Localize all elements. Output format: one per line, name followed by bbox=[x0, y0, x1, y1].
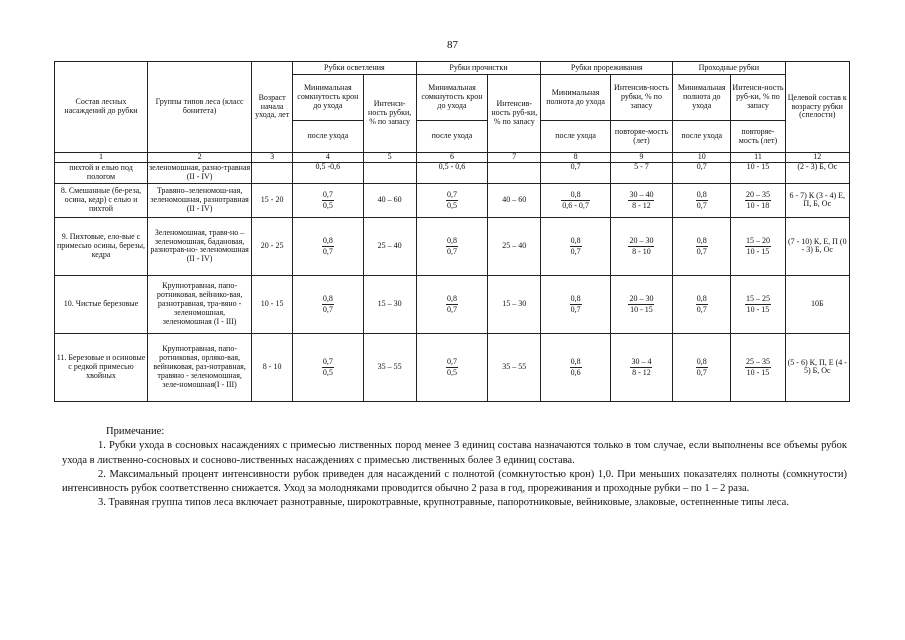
col-number: 2 bbox=[147, 153, 251, 163]
cell-target: (2 - 3) Б, Ос bbox=[785, 162, 849, 183]
cell-thin-int bbox=[610, 183, 672, 217]
cell-types: зеленомошная, разно-травная (II - IV) bbox=[147, 162, 251, 183]
cell-clean-int: 40 – 60 bbox=[488, 183, 541, 217]
cell-thin-int bbox=[610, 217, 672, 275]
table-row bbox=[55, 275, 850, 333]
cell-clean-min bbox=[416, 217, 488, 275]
col-number: 3 bbox=[252, 153, 293, 163]
header-after-care: после ухода bbox=[293, 121, 364, 153]
header-intensity-thin: Интенсив-ность рубки, % по запасу bbox=[610, 75, 672, 121]
header-forest-types: Группы типов леса (класс бонитета) bbox=[147, 62, 251, 153]
fraction: $\frac{25 - 35}{10 - 15}$ bbox=[745, 357, 770, 377]
header-thinning: Рубки прореживания bbox=[541, 62, 673, 75]
cell-age bbox=[252, 162, 293, 183]
cell-target: (5 - 6) К, П, Е (4 - 5) Б, Ос bbox=[785, 333, 849, 401]
cell-clear-min bbox=[293, 183, 364, 217]
col-number: 11 bbox=[731, 153, 785, 163]
fraction: $\frac{0,8}{0,7}$ bbox=[322, 294, 333, 314]
header-min-fullness: Минимальная полнота до ухода bbox=[541, 75, 610, 121]
cell-types: Травяно–зеленомош-ная, зеленомошная, разнотравная (II - IV) bbox=[147, 183, 251, 217]
header-after-care-3: после ухода bbox=[541, 121, 610, 153]
fraction: $\frac{0,8}{0,7}$ bbox=[696, 357, 707, 377]
cell-age: 20 - 25 bbox=[252, 217, 293, 275]
fraction: $\frac{0,7}{0,5}$ bbox=[446, 190, 457, 210]
header-min-density-crown-2: Минимальная сомкнутость крон до ухода bbox=[416, 75, 488, 121]
cell-age: 8 - 10 bbox=[252, 333, 293, 401]
fraction: $\frac{0,8}{0,7}$ bbox=[570, 294, 581, 314]
cell-pass-int: 10 - 15 bbox=[731, 162, 785, 183]
header-repeat: повторяе-мость (лет) bbox=[610, 121, 672, 153]
cell-thin-min bbox=[541, 275, 610, 333]
header-intensity-clean: Интенсив-ность руб-ки, % по запасу bbox=[488, 75, 541, 153]
cell-clear-min bbox=[293, 217, 364, 275]
cell-clean-int: 35 – 55 bbox=[488, 333, 541, 401]
cell-clear-int: 15 – 30 bbox=[363, 275, 416, 333]
cell-pass-min bbox=[673, 217, 731, 275]
cell-pass-min bbox=[673, 275, 731, 333]
cell-pass-int bbox=[731, 183, 785, 217]
fraction: $\frac{0,8}{0,7}$ bbox=[446, 236, 457, 256]
col-number: 1 bbox=[55, 153, 148, 163]
fraction: $\frac{0,8}{0,7}$ bbox=[322, 236, 333, 256]
fraction: $\frac{15 - 25}{10 - 15}$ bbox=[745, 294, 770, 314]
notes-section bbox=[62, 425, 847, 511]
cell-clear-int: 25 – 40 bbox=[363, 217, 416, 275]
fraction: $\frac{30 - 4}{8 - 12}$ bbox=[631, 357, 652, 377]
fraction: $\frac{30 - 40}{8 - 12}$ bbox=[629, 190, 654, 210]
cell-target: 10Б bbox=[785, 275, 849, 333]
cell-clear-min bbox=[293, 333, 364, 401]
cell-pass-int bbox=[731, 275, 785, 333]
header-repeat-2: повторяе-мость (лет) bbox=[731, 121, 785, 153]
cell-clean-min bbox=[416, 183, 488, 217]
header-intensity-pass: Интенси-ность руб-ки, % по запасу bbox=[731, 75, 785, 121]
cell-clear-min bbox=[293, 275, 364, 333]
forest-care-table bbox=[54, 61, 850, 402]
cell-target: 6 - 7) К (3 - 4) Е, П, Б, Ос bbox=[785, 183, 849, 217]
cell-pass-min bbox=[673, 183, 731, 217]
cell-clean-int: 25 – 40 bbox=[488, 217, 541, 275]
header-min-fullness-2: Минимальная полнота до ухода bbox=[673, 75, 731, 121]
fraction: $\frac{0,7}{0,5}$ bbox=[322, 357, 333, 377]
table-row bbox=[55, 217, 850, 275]
fraction: $\frac{0,8}{0,7}$ bbox=[696, 294, 707, 314]
cell-composition: пихтой и елью под пологом bbox=[55, 162, 148, 183]
cell-thin-min bbox=[541, 217, 610, 275]
note-1: 1. Рубки ухода в сосновых насаждениях с примесью лиственных пород менее 3 единиц состава назначаются только в том случае, если выполнены все объемы рубок ухода в лиственно-сосновых и сосново-лиственных насаждениях с примесью лиственных более 3 единиц состава. bbox=[62, 440, 847, 466]
header-intensity-clear: Интенси-ность рубки, % по запасу bbox=[363, 75, 416, 153]
cell-clean-int: 15 – 30 bbox=[488, 275, 541, 333]
col-number: 12 bbox=[785, 153, 849, 163]
table-row bbox=[55, 333, 850, 401]
column-number-row bbox=[55, 153, 850, 163]
cell-pass-int bbox=[731, 217, 785, 275]
col-number: 8 bbox=[541, 153, 610, 163]
note-3: 3. Травяная группа типов леса включает разнотравные, широкотравные, крупнотравные, папоротниковые, вейниковые, злаковые, остепненные типы леса. bbox=[98, 497, 789, 509]
cell-target: (7 - 10) К, Е, П (0 - 3) Б, Ос bbox=[785, 217, 849, 275]
cell-types: Крупнотравная, папо-ротниковая, орляко-вая, вейниковая, раз-нотравная, травяно - зеленомошная, зеле-номошная(I - III) bbox=[147, 333, 251, 401]
cell-clear-min: 0,5 -0,6 bbox=[293, 162, 364, 183]
cell-pass-int bbox=[731, 333, 785, 401]
cell-thin-min bbox=[541, 333, 610, 401]
cell-pass-min: 0,7 bbox=[673, 162, 731, 183]
header-target: Целевой состав к возрасту рубки (спелости) bbox=[785, 62, 849, 153]
notes-caption: Примечание: bbox=[106, 426, 165, 437]
header-min-density-crown: Минимальная сомкнутость крон до ухода bbox=[293, 75, 364, 121]
fraction: $\frac{15 - 20}{10 - 15}$ bbox=[745, 236, 770, 256]
fraction: $\frac{0,8}{0,7}$ bbox=[696, 190, 707, 210]
cell-age: 15 - 20 bbox=[252, 183, 293, 217]
cell-thin-int bbox=[610, 333, 672, 401]
cell-types: Зеленомошная, травя-но – зеленомошная, бадановая, разнотрав-но- зеленомошная (II - IV) bbox=[147, 217, 251, 275]
col-number: 10 bbox=[673, 153, 731, 163]
cell-composition: 8. Смешанные (бе-реза, осина, кедр) с елью и пихтой bbox=[55, 183, 148, 217]
fraction: $\frac{0,8}{0,7}$ bbox=[446, 294, 457, 314]
cell-age: 10 - 15 bbox=[252, 275, 293, 333]
fraction: $\frac{0,7}{0,5}$ bbox=[446, 357, 457, 377]
fraction: $\frac{0,8}{0,6}$ bbox=[570, 357, 581, 377]
fraction: $\frac{0,8}{0,7}$ bbox=[570, 236, 581, 256]
fraction: $\frac{20 - 35}{10 - 18}$ bbox=[745, 190, 770, 210]
header-passing: Проходные рубки bbox=[673, 62, 785, 75]
table-row bbox=[55, 162, 850, 183]
cell-clean-int bbox=[488, 162, 541, 183]
fraction: $\frac{0,8}{0,7}$ bbox=[696, 236, 707, 256]
cell-composition: 11. Березовые и осиновые с редкой примесью хвойных bbox=[55, 333, 148, 401]
cell-clear-int bbox=[363, 162, 416, 183]
cell-thin-min: 0,7 bbox=[541, 162, 610, 183]
fraction: $\frac{0,7}{0,5}$ bbox=[322, 190, 333, 210]
col-number: 7 bbox=[488, 153, 541, 163]
page-number: 87 bbox=[447, 39, 458, 51]
cell-clean-min bbox=[416, 333, 488, 401]
fraction: $\frac{0,8}{0,6 - 0,7}$ bbox=[562, 190, 589, 210]
header-after-care-2: после ухода bbox=[416, 121, 488, 153]
cell-thin-min bbox=[541, 183, 610, 217]
cell-clear-int: 35 – 55 bbox=[363, 333, 416, 401]
header-clearing: Рубки осветления bbox=[293, 62, 417, 75]
col-number: 4 bbox=[293, 153, 364, 163]
fraction: $\frac{20 - 30}{8 - 10}$ bbox=[629, 236, 654, 256]
cell-clear-int: 40 – 60 bbox=[363, 183, 416, 217]
header-composition: Состав лесных насаждений до рубки bbox=[55, 62, 148, 153]
cell-composition: 9. Пихтовые, ело-вые с примесью осины, березы, кедра bbox=[55, 217, 148, 275]
fraction: $\frac{20 - 30}{10 - 15}$ bbox=[629, 294, 654, 314]
header-cleaning: Рубки прочистки bbox=[416, 62, 541, 75]
cell-thin-int bbox=[610, 275, 672, 333]
col-number: 9 bbox=[610, 153, 672, 163]
header-after-care-4: после ухода bbox=[673, 121, 731, 153]
note-2: 2. Максимальный процент интенсивности рубок приведен для насаждений с полнотой (сомкнутостью крон) 1,0. При меньших показателях полноты (сомкнутости) интенсивность рубок соответственно снижается. Уход за молодняками проводится обычно 2 раза в год, прореживания и проходные рубки – по 1 – 2 раза. bbox=[62, 468, 847, 495]
cell-pass-min bbox=[673, 333, 731, 401]
cell-thin-int: 5 - 7 bbox=[610, 162, 672, 183]
col-number: 5 bbox=[363, 153, 416, 163]
cell-types: Крупнотравная, папо-ротниковая, вейнико-вая, разнотравная, тра-вяно - зеленомошная, зеленомошная (I - III) bbox=[147, 275, 251, 333]
cell-composition: 10. Чистые березовые bbox=[55, 275, 148, 333]
cell-clean-min bbox=[416, 275, 488, 333]
cell-clean-min: 0,5 - 0,6 bbox=[416, 162, 488, 183]
header-age: Возраст начала ухода, лет bbox=[252, 62, 293, 153]
col-number: 6 bbox=[416, 153, 488, 163]
table-row bbox=[55, 183, 850, 217]
